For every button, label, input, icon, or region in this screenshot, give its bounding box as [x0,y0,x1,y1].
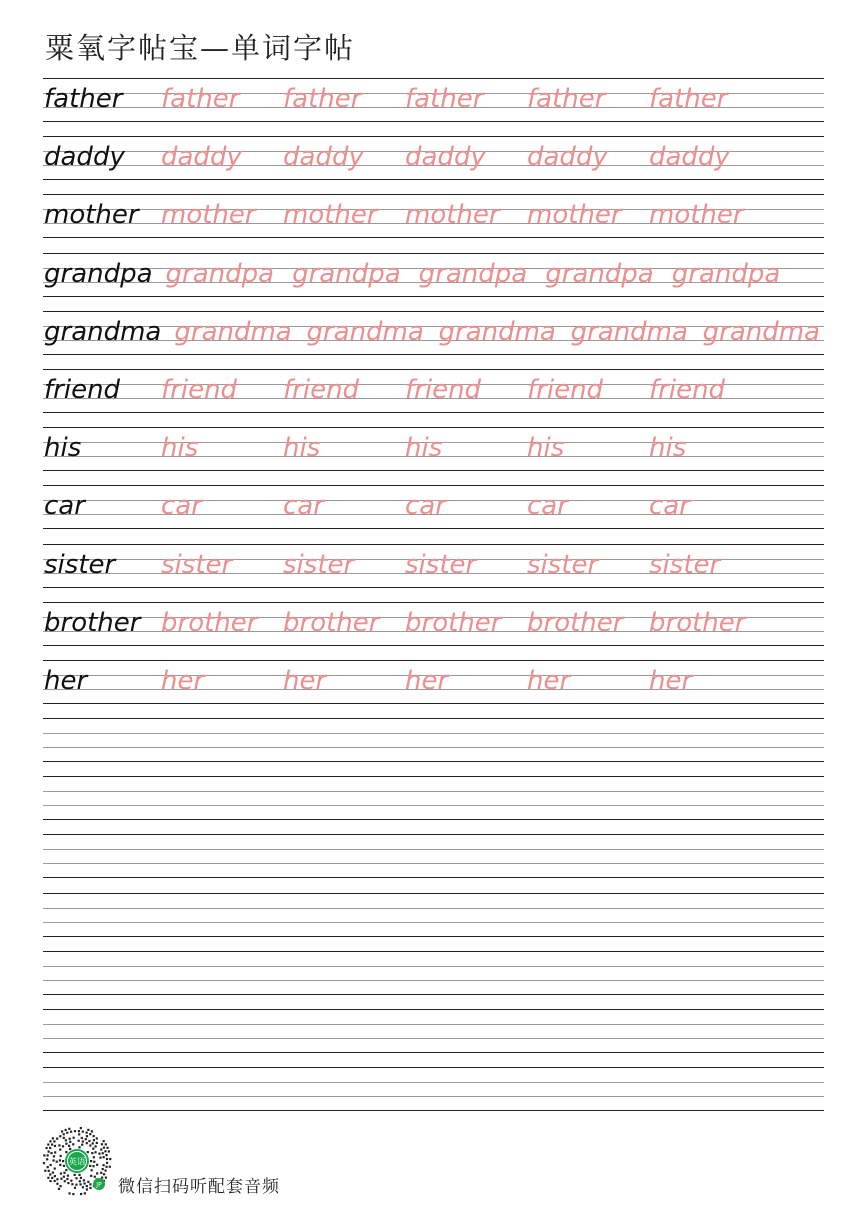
qr-dot [93,1139,95,1141]
qr-dot [63,1133,65,1135]
qr-dot [60,1155,62,1157]
model-word: friend [44,374,121,405]
qr-dot [68,1128,70,1130]
qr-dot [104,1150,106,1152]
qr-dot [71,1183,73,1185]
qr-dot [54,1151,56,1153]
qr-dot [96,1142,98,1144]
qr-dot [78,1140,80,1142]
qr-dot [101,1143,103,1145]
blank-practice-row [43,834,824,892]
qr-dot [89,1144,91,1146]
qr-dot [74,1130,76,1132]
qr-dot [89,1165,91,1167]
qr-dot [52,1159,54,1161]
qr-dot [86,1188,88,1190]
qr-dot [70,1131,72,1133]
trace-word: grandpa [165,258,275,289]
trace-word: father [405,84,484,114]
qr-dot [67,1182,69,1184]
qr-dot [79,1183,81,1185]
trace-word: brother [405,607,502,638]
trace-word: brother [649,607,746,638]
trace-word: daddy [161,142,242,173]
qr-dot [92,1148,94,1150]
trace-word: grandpa [292,258,401,289]
qr-dot [63,1137,65,1139]
practice-row [43,602,824,660]
qr-dot [87,1129,89,1131]
qr-dot [59,1159,61,1161]
practice-row [43,544,824,602]
trace-word: sister [161,549,233,580]
qr-dot [93,1135,95,1137]
qr-dot [88,1140,90,1142]
qr-dot [79,1180,81,1182]
qr-dot [54,1175,56,1177]
trace-word: car [283,491,324,522]
practice-row [43,194,824,252]
qr-dot [100,1172,102,1174]
qr-dot [103,1156,105,1158]
qr-dot [61,1130,63,1132]
trace-word: car [649,491,690,522]
qr-dot [80,1127,82,1129]
qr-dot [86,1142,88,1144]
footer [42,1126,442,1198]
trace-word: grandma [570,316,688,347]
trace-word: her [649,665,693,696]
trace-word: car [527,491,568,522]
ruled-lines [43,718,824,762]
trace-word: father [649,84,728,114]
qr-dot [59,1135,61,1137]
trace-word: brother [161,607,258,638]
practice-row [43,78,824,136]
footer-text: 微信扫码听配套音频 [118,1177,280,1197]
qr-dot [91,1169,93,1171]
qr-dot [105,1176,107,1178]
qr-dot [78,1130,80,1132]
qr-dot [72,1193,74,1195]
trace-word: mother [649,200,744,231]
trace-word: her [283,665,327,696]
qr-dot [103,1173,105,1175]
qr-dot [89,1133,91,1135]
qr-corner-label: JP [96,1181,102,1189]
qr-dot [68,1192,70,1194]
blank-practice-row [43,776,824,834]
qr-dot [60,1172,62,1174]
trace-word: sister [283,549,355,580]
ruled-lines [43,1009,824,1053]
qr-dot [43,1162,45,1164]
trace-word: friend [405,374,482,405]
qr-dot [102,1164,104,1166]
qr-dot [106,1162,108,1164]
qr-dot [86,1185,88,1187]
qr-dot [46,1158,48,1160]
qr-dot [56,1183,58,1185]
model-word: sister [44,549,116,580]
ruled-lines [43,893,824,937]
trace-word: father [161,84,240,114]
qr-dot [62,1145,64,1147]
qr-dot [65,1169,67,1171]
qr-dot [100,1148,102,1150]
qr-dot [62,1160,64,1162]
qr-dot [59,1185,61,1187]
trace-word: his [161,433,199,464]
trace-word: grandma [306,316,424,347]
qr-dot [105,1166,107,1168]
qr-dot [53,1140,55,1142]
qr-dot [98,1153,100,1155]
qr-dot [51,1177,53,1179]
qr-dot [54,1167,56,1169]
qr-dot [66,1178,68,1180]
trace-word: brother [283,607,380,638]
model-word: grandma [44,316,162,347]
qr-dot [82,1186,84,1188]
ruled-lines [43,1067,824,1111]
qr-dot [49,1173,51,1175]
qr-dot [96,1164,98,1166]
trace-word: mother [283,200,378,231]
qr-dot [63,1165,65,1167]
qr-dot [74,1187,76,1189]
blank-practice-row [43,1067,824,1125]
qr-dot [104,1169,106,1171]
qr-dot [60,1178,62,1180]
trace-word: daddy [405,142,486,173]
practice-row [43,369,824,427]
trace-word: friend [161,374,238,405]
qr-dot [54,1145,56,1147]
qr-dot [65,1151,67,1153]
qr-dot [48,1170,50,1172]
qr-dot [50,1152,52,1154]
blank-practice-row [43,718,824,776]
qr-dot [48,1151,50,1153]
trace-word: his [527,433,565,464]
qr-dot [93,1161,95,1163]
qr-dot [91,1152,93,1154]
qr-dot [103,1147,105,1149]
qr-dot [74,1174,76,1176]
qr-dot [83,1179,85,1181]
qr-dot [52,1137,54,1139]
qr-dot [94,1151,96,1153]
qr-dot [65,1139,67,1141]
qr-dot [102,1152,104,1154]
qr-dot [53,1155,55,1157]
trace-word: grandpa [418,258,528,289]
practice-row [43,253,824,311]
qr-dot [73,1137,75,1139]
qr-dot [86,1135,88,1137]
trace-word: daddy [649,142,730,173]
practice-row [43,427,824,485]
blank-practice-row [43,893,824,951]
trace-word: sister [405,549,477,580]
qr-dot [49,1140,51,1142]
trace-word: friend [527,374,604,405]
qr-dot [67,1175,69,1177]
qr-dot [94,1145,96,1147]
ruled-lines [43,834,824,878]
qr-dot [63,1172,65,1174]
qr-dot [80,1177,82,1179]
trace-word: mother [405,200,500,231]
practice-row [43,136,824,194]
trace-word: friend [283,374,360,405]
qr-dot [69,1148,71,1150]
qr-dot [89,1183,91,1185]
qr-dot [99,1157,101,1159]
qr-dot [54,1180,56,1182]
trace-word: his [283,433,321,464]
qr-dot [106,1158,108,1160]
qr-dot [58,1144,60,1146]
qr-dot [82,1140,84,1142]
model-word: brother [44,607,141,638]
trace-word: his [405,433,443,464]
qr-dot [47,1144,49,1146]
qr-dot [70,1180,72,1182]
qr-dot [101,1177,103,1179]
qr-dot [75,1184,77,1186]
qr-dot [93,1156,95,1158]
ruled-lines [43,776,824,820]
qr-dot [43,1154,45,1156]
qr-dot [65,1143,67,1145]
trace-word: daddy [283,142,364,173]
qr-dot [82,1131,84,1133]
qr-dot [89,1187,91,1189]
model-word: grandpa [44,258,153,289]
qr-dot [58,1188,60,1190]
qr-dot [51,1143,53,1145]
trace-word: sister [527,549,599,580]
trace-word: grandpa [671,258,781,289]
qr-dot [47,1177,49,1179]
qr-badge-label: 英语 [68,1157,86,1168]
trace-word: her [527,665,571,696]
qr-dot [85,1138,87,1140]
qr-dot [52,1172,54,1174]
qr-dot [59,1164,61,1166]
practice-row [43,660,824,718]
practice-row [43,311,824,369]
trace-word: mother [527,200,622,231]
qr-dot [87,1151,89,1153]
qr-dot [65,1129,67,1131]
blank-practice-row [43,951,824,1009]
trace-word: mother [161,200,256,231]
trace-word: grandma [174,316,292,347]
qr-dot [108,1150,110,1152]
qr-dot [109,1166,111,1168]
trace-word: grandma [702,316,820,347]
page-title: 粟氧字帖宝—单词字帖 [45,31,356,65]
trace-word: father [527,84,606,114]
trace-word: car [161,491,202,522]
qr-dot [56,1178,58,1180]
trace-word: car [405,491,446,522]
qr-dot [84,1192,86,1194]
model-word: mother [44,200,139,231]
qr-dot [75,1177,77,1179]
trace-word: her [405,665,449,696]
trace-word: brother [527,607,624,638]
qr-dot [78,1174,80,1176]
trace-word: his [649,433,687,464]
qr-dot [66,1132,68,1134]
ruled-lines [43,951,824,995]
trace-word: father [283,84,362,114]
qr-dot [49,1180,51,1182]
qr-dot [59,1148,61,1150]
qr-dot [105,1143,107,1145]
trace-word: her [161,665,205,696]
qr-dot [92,1142,94,1144]
qr-dot [87,1181,89,1183]
qr-dot [105,1154,107,1156]
qr-dot [96,1172,98,1174]
qr-dot [64,1180,66,1182]
model-word: car [44,491,85,522]
qr-dot [103,1140,105,1142]
qr-dot [63,1176,65,1178]
qr-dot [91,1130,93,1132]
trace-word: grandma [438,316,556,347]
trace-word: grandpa [545,258,654,289]
qr-dot [56,1161,58,1163]
practice-row [43,485,824,543]
qr-dot [81,1144,83,1146]
qr-dot [94,1176,96,1178]
model-word: father [44,84,123,114]
qr-dot [109,1158,111,1160]
qr-dot [83,1182,85,1184]
qr-dot [90,1175,92,1177]
qr-dot [80,1193,82,1195]
trace-word: daddy [527,142,608,173]
qr-dot [96,1137,98,1139]
qr-dot [44,1170,46,1172]
qr-dot [56,1138,58,1140]
qr-dot [49,1164,51,1166]
qr-dot [47,1154,49,1156]
qr-dot [102,1168,104,1170]
qr-dot [81,1137,83,1139]
qr-dot [45,1147,47,1149]
model-word: his [44,433,82,464]
qr-dot [78,1146,80,1148]
blank-practice-row [43,1009,824,1067]
model-word: her [44,665,88,696]
qr-dot [90,1160,92,1162]
qr-dot [92,1165,94,1167]
qr-dot [69,1138,71,1140]
qr-dot [47,1166,49,1168]
qr-dot [68,1145,70,1147]
qr-code-icon[interactable] [42,1126,112,1196]
trace-word: friend [649,374,726,405]
practice-sheet [43,78,824,1125]
model-word: daddy [44,142,125,173]
trace-word: sister [649,549,721,580]
qr-dot [85,1132,87,1134]
qr-dot [69,1141,71,1143]
qr-dot [49,1147,51,1149]
qr-dot [106,1147,108,1149]
qr-dot [72,1143,74,1145]
qr-dot [78,1133,80,1135]
